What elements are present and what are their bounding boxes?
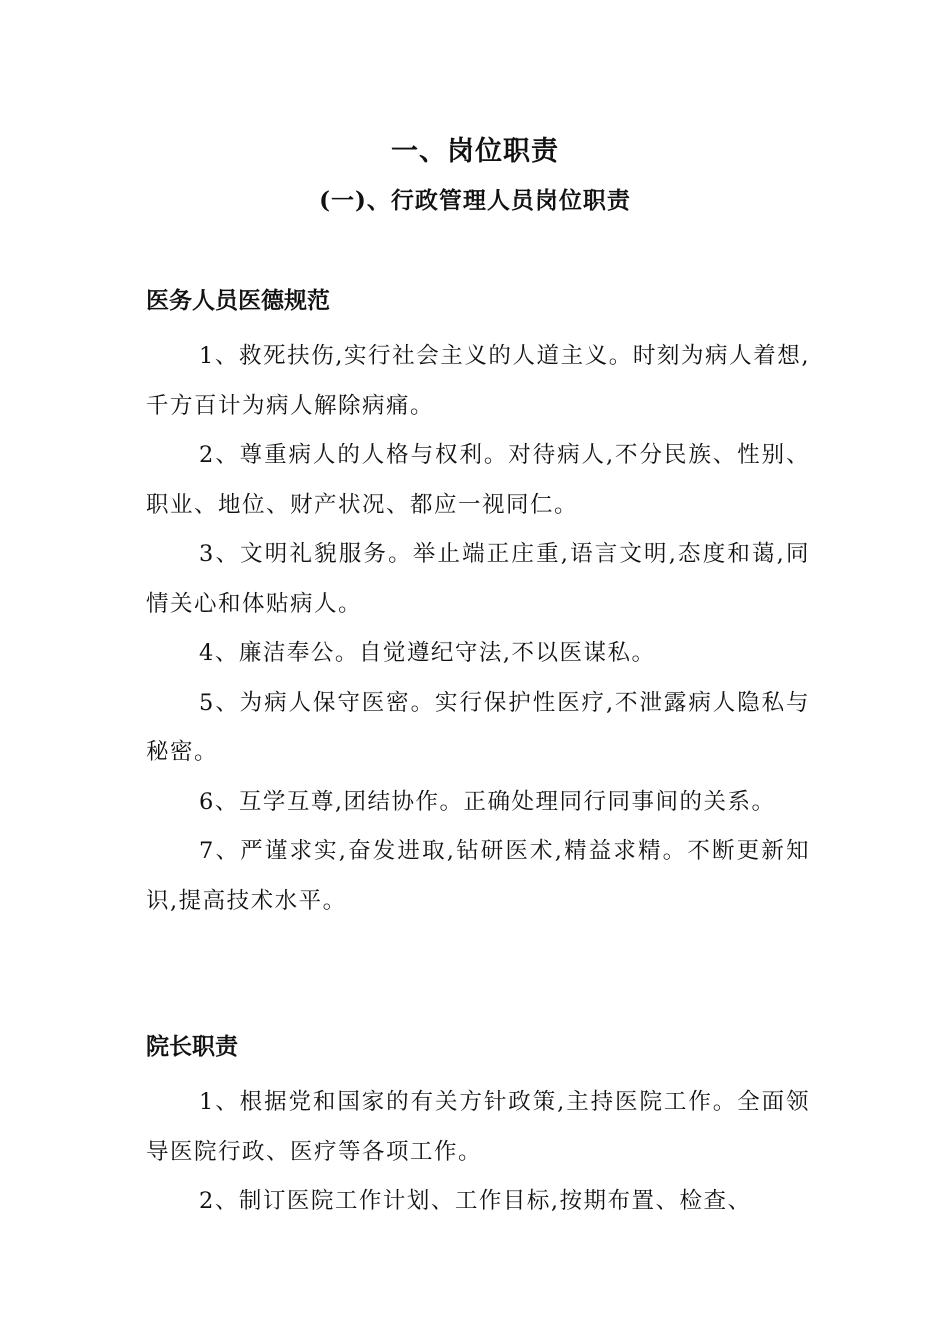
page-subtitle: (一)、行政管理人员岗位职责 [319,187,631,214]
paragraph: 7、严谨求实,奋发进取,钻研医术,精益求精。不断更新知识,提高技术水平。 [146,838,810,914]
paragraph: 2、尊重病人的人格与权利。对待病人,不分民族、性别、职业、地位、财产状况、都应一视同仁。 [146,442,810,518]
paragraph: 2、制订医院工作计划、工作目标,按期布置、检查、 [199,1188,752,1214]
section-heading: 院长职责 [146,1033,238,1060]
paragraph: 4、廉洁奉公。自觉遵纪守法,不以医谋私。 [199,640,656,666]
paragraph: 3、文明礼貌服务。举止端正庄重,语言文明,态度和蔼,同情关心和体贴病人。 [146,541,810,617]
paragraph: 6、互学互尊,团结协作。正确处理同行同事间的关系。 [199,788,776,815]
page-title: 一、岗位职责 [391,136,559,167]
section-heading: 医务人员医德规范 [146,287,330,314]
paragraph: 1、救死扶伤,实行社会主义的人道主义。时刻为病人着想,千方百计为病人解除病痛。 [146,343,810,419]
section-director-duties [146,1029,810,1227]
section-medical-ethics [146,283,810,926]
paragraph: 1、根据党和国家的有关方针政策,主持医院工作。全面领导医院行政、医疗等各项工作。 [146,1089,810,1165]
paragraph: 5、为病人保守医密。实行保护性医疗,不泄露病人隐私与秘密。 [146,689,810,765]
